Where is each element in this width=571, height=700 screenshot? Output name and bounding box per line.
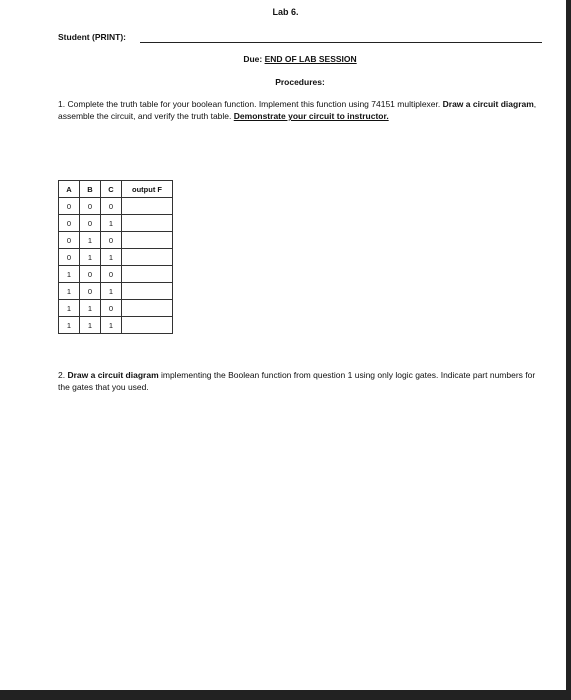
q1-bold-1: Draw a circuit diagram <box>442 99 534 109</box>
cell-a: 0 <box>59 249 80 266</box>
cell-c: 0 <box>101 232 122 249</box>
table-row <box>59 215 173 232</box>
cell-c: 0 <box>101 300 122 317</box>
header-b: B <box>80 181 101 198</box>
q2-bold-1: Draw a circuit diagram <box>67 370 159 380</box>
table-row <box>59 283 173 300</box>
table-row <box>59 198 173 215</box>
cell-output-f[interactable] <box>122 283 173 300</box>
header-a: A <box>59 181 80 198</box>
cell-a: 0 <box>59 232 80 249</box>
student-name-line <box>140 42 542 43</box>
cell-b: 1 <box>80 232 101 249</box>
q2-text-2: implementing the Boolean function from question 1 using only logic gates. Indicate part numbers for the gates that you used. <box>58 370 536 392</box>
cell-b: 0 <box>80 198 101 215</box>
q1-text-1: 1. Complete the truth table for your boolean function. Implement this function using 74151 multiplexer. <box>58 99 443 109</box>
cell-c: 1 <box>101 249 122 266</box>
cell-c: 1 <box>101 317 122 334</box>
cell-b: 0 <box>80 283 101 300</box>
cell-output-f[interactable] <box>122 266 173 283</box>
due-value: END OF LAB SESSION <box>264 54 357 64</box>
student-label: Student (PRINT): <box>58 32 126 42</box>
due-label: Due: <box>243 54 263 64</box>
right-edge-bar <box>566 0 571 700</box>
cell-a: 1 <box>59 266 80 283</box>
question-1 <box>58 98 548 122</box>
q1-underline-1: Demonstrate your circuit to instructor. <box>233 111 389 121</box>
cell-output-f[interactable] <box>122 300 173 317</box>
cell-c: 1 <box>101 283 122 300</box>
due-line <box>0 54 571 64</box>
q1-text-2: , assemble the circuit, and verify the truth table. <box>58 99 537 121</box>
cell-a: 1 <box>59 283 80 300</box>
cell-c: 1 <box>101 215 122 232</box>
header-c: C <box>101 181 122 198</box>
cell-output-f[interactable] <box>122 232 173 249</box>
cell-a: 0 <box>59 198 80 215</box>
table-row <box>59 266 173 283</box>
cell-a: 1 <box>59 317 80 334</box>
page-title: Lab 6. <box>272 7 299 17</box>
procedures-heading: Procedures: <box>275 77 325 87</box>
cell-a: 1 <box>59 300 80 317</box>
cell-b: 1 <box>80 249 101 266</box>
cell-output-f[interactable] <box>122 249 173 266</box>
q2-text-1: 2. <box>58 370 68 380</box>
truth-table-header-row <box>59 181 173 198</box>
cell-output-f[interactable] <box>122 198 173 215</box>
table-row <box>59 249 173 266</box>
cell-output-f[interactable] <box>122 215 173 232</box>
cell-b: 1 <box>80 300 101 317</box>
question-2 <box>58 369 548 393</box>
cell-b: 1 <box>80 317 101 334</box>
cell-output-f[interactable] <box>122 317 173 334</box>
bottom-edge-bar <box>0 690 571 700</box>
table-row <box>59 300 173 317</box>
table-row <box>59 317 173 334</box>
cell-c: 0 <box>101 266 122 283</box>
cell-c: 0 <box>101 198 122 215</box>
truth-table <box>58 180 173 334</box>
cell-a: 0 <box>59 215 80 232</box>
cell-b: 0 <box>80 215 101 232</box>
cell-b: 0 <box>80 266 101 283</box>
header-output-f: output F <box>122 181 173 198</box>
table-row <box>59 232 173 249</box>
